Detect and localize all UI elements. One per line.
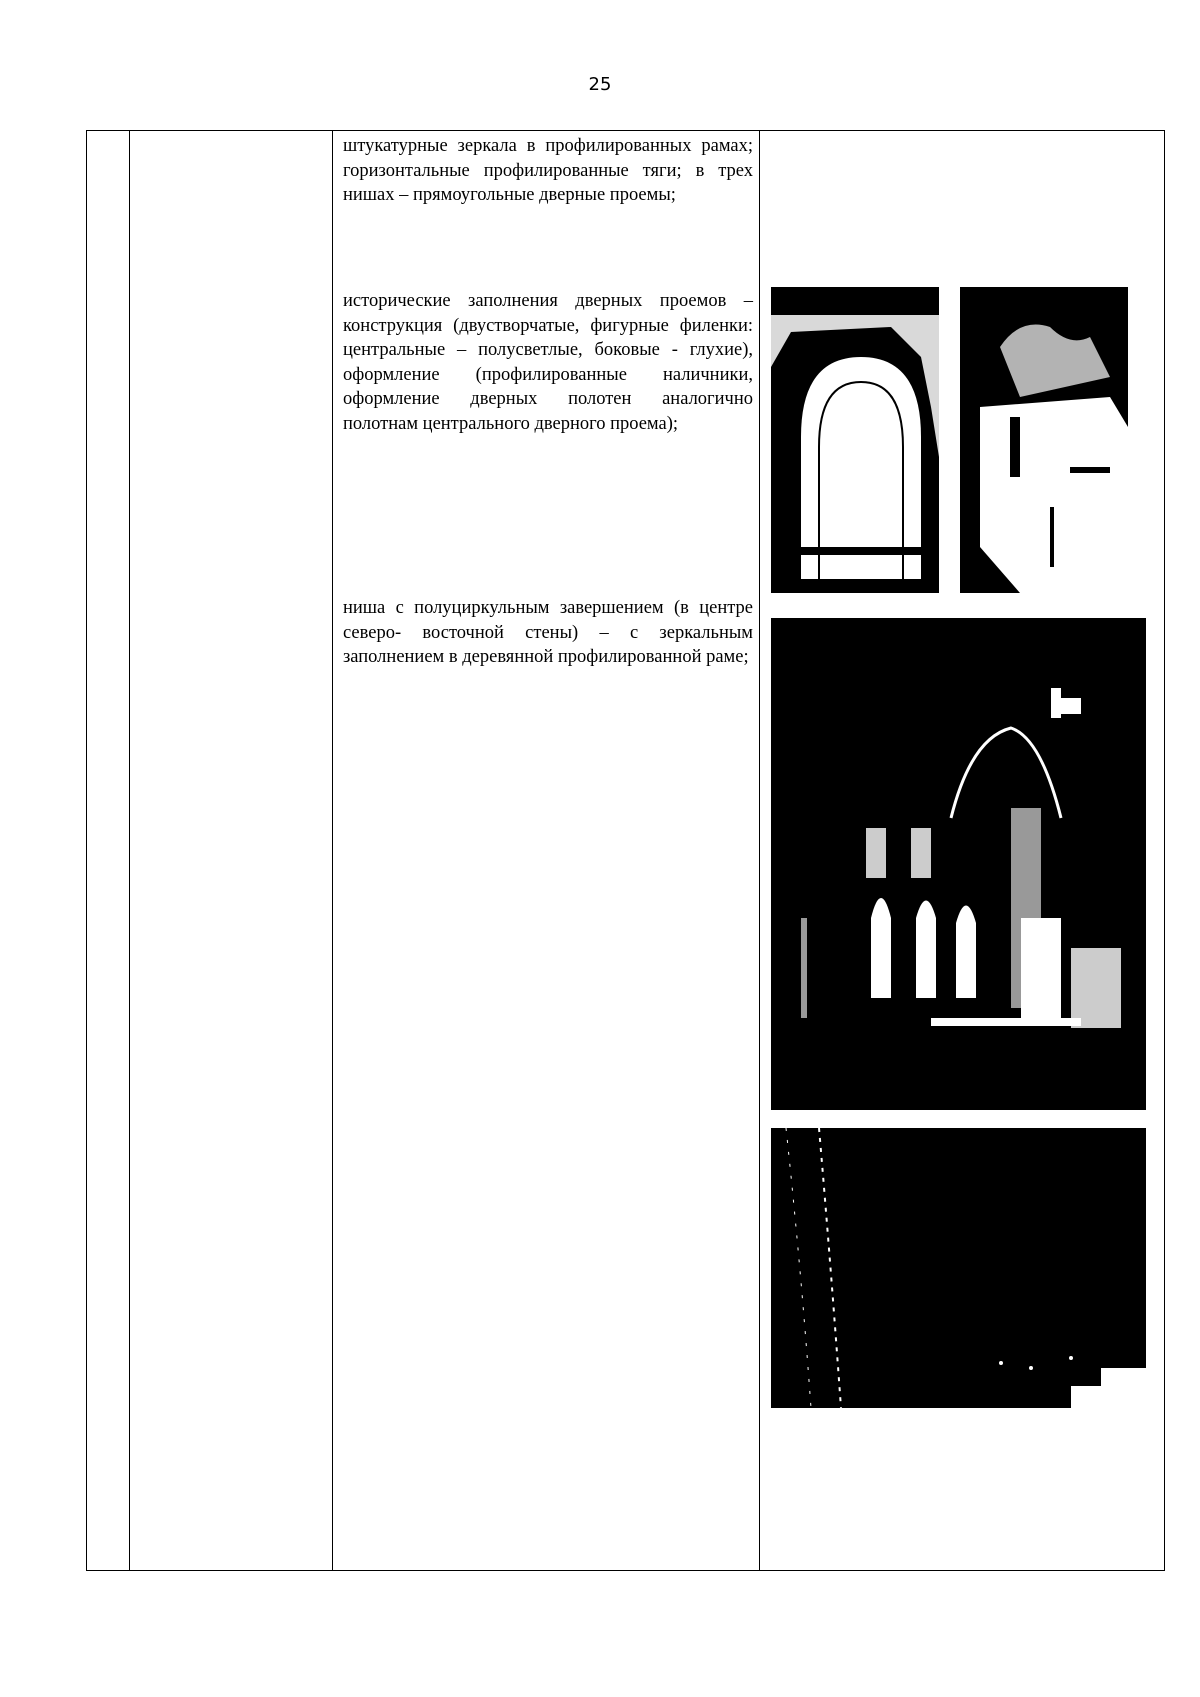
column-divider-3	[759, 131, 760, 1570]
page-number: 25	[588, 74, 612, 95]
photo-arched-doorway	[771, 287, 939, 593]
entry-text-plaster-mirrors: штукатурные зеркала в профилированных рамах; горизонтальные профилированные тяги; в трех нишах – прямоугольные дверные проемы;	[343, 136, 753, 205]
entry-text-niche-mirror: ниша с полуциркульным завершением (в центре северо- восточной стены) – с зеркальным заполнением в деревянной профилированной раме;	[343, 598, 753, 667]
photo-doorway-side	[960, 287, 1128, 593]
entry-text-door-fillings: исторические заполнения дверных проемов – конструкция (двустворчатые, фигурные филенки: центральные – полусветлые, боковые - глухие), оформление (профилированные наличники, оформление дверных полотен аналогично полотнам центрального дверного проема);	[343, 291, 753, 434]
column-divider-2	[332, 131, 333, 1570]
photo-hall-interior	[771, 618, 1146, 1110]
column-divider-1	[129, 131, 130, 1570]
photo-mirror-frame	[771, 1128, 1146, 1408]
